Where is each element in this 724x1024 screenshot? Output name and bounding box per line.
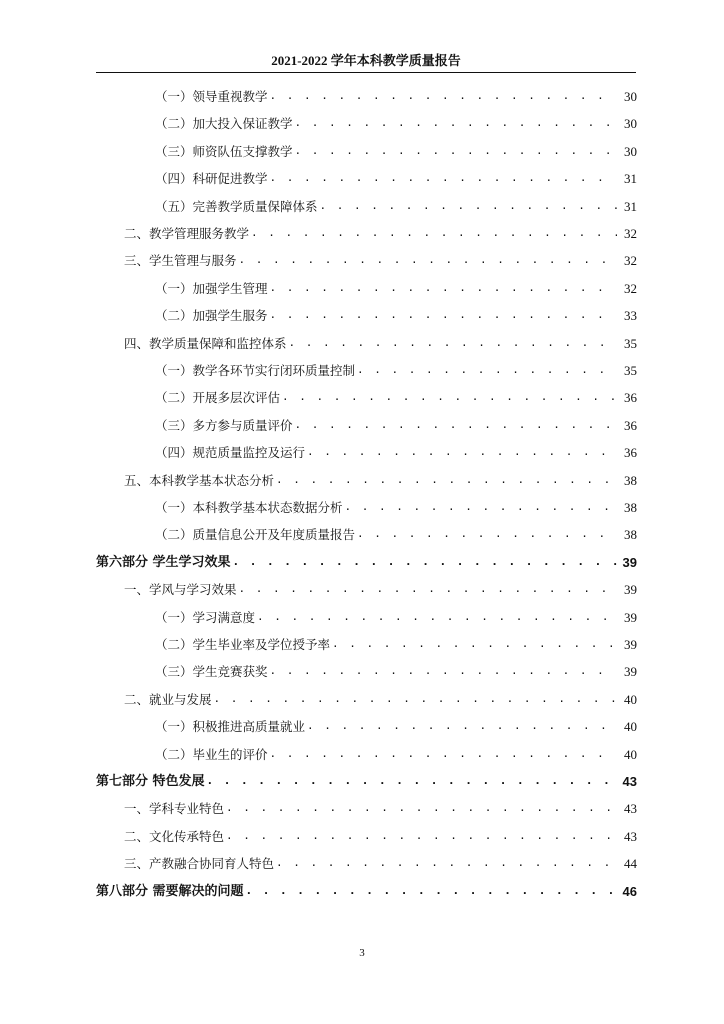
toc-entry[interactable] (96, 882, 637, 902)
toc-entry-page: 40 (624, 691, 637, 707)
toc-entry[interactable] (124, 334, 637, 354)
toc-entry-title: （二）毕业生的评价 (155, 746, 268, 762)
toc-dot-leader (270, 746, 617, 762)
toc-entry[interactable] (155, 114, 637, 134)
toc-entry-page: 30 (624, 143, 637, 159)
toc-entry[interactable] (124, 690, 637, 710)
toc-entry-title: 第八部分 需要解决的问题 (96, 883, 244, 899)
toc-entry-title: （三）多方参与质量评价 (155, 417, 293, 433)
toc-entry-title: 二、教学管理服务教学 (124, 226, 250, 241)
toc-entry-title: （一）本科教学基本状态数据分析 (155, 500, 343, 515)
toc-entry-title: 四、教学质量保障和监控体系 (124, 335, 287, 351)
toc-dot-leader (233, 554, 617, 570)
toc-dot-leader (270, 170, 617, 186)
toc-dot-leader (295, 143, 617, 159)
toc-entry-title: （二）加大投入保证教学 (155, 116, 293, 132)
toc-entry-title: （四）科研促进教学 (155, 171, 268, 187)
toc-dot-leader (270, 307, 617, 323)
toc-entry-title: （三）学生竞赛获奖 (155, 664, 268, 680)
toc-entry-page: 40 (624, 719, 637, 735)
toc-entry[interactable] (155, 87, 637, 107)
toc-entry-page: 44 (624, 856, 637, 872)
toc-entry-page: 43 (624, 828, 637, 844)
toc-dot-leader (332, 636, 617, 652)
toc-entry[interactable] (124, 224, 637, 244)
toc-entry-title: （一）教学各环节实行闭环质量控制 (155, 363, 356, 378)
toc-entry[interactable] (124, 580, 637, 600)
toc-dot-leader (207, 773, 617, 789)
toc-entry-title: 一、学风与学习效果 (124, 582, 237, 598)
toc-entry-page: 43 (624, 801, 637, 817)
toc-entry[interactable] (155, 745, 637, 765)
toc-entry[interactable] (155, 525, 637, 545)
toc-dot-leader (270, 280, 617, 296)
toc-entry[interactable] (124, 251, 637, 271)
toc-dot-leader (276, 855, 617, 871)
toc-entry[interactable] (155, 197, 637, 217)
toc-dot-leader (307, 444, 617, 460)
toc-entry-title: （二）质量信息公开及年度质量报告 (155, 527, 356, 543)
toc-entry[interactable] (155, 388, 637, 408)
toc-entry[interactable] (155, 635, 637, 655)
toc-entry-title: （一）学习满意度 (155, 609, 256, 625)
toc-entry-title: （一）积极推进高质量就业 (155, 719, 306, 735)
toc-dot-leader (239, 252, 617, 268)
toc-entry[interactable] (155, 662, 637, 682)
toc-entry[interactable] (124, 471, 637, 491)
toc-dot-leader (282, 389, 617, 405)
toc-entry[interactable] (96, 772, 637, 792)
toc-entry-page: 30 (624, 116, 637, 132)
toc-entry-page: 31 (624, 171, 637, 187)
toc-dot-leader (276, 472, 617, 488)
toc-entry[interactable] (155, 443, 637, 463)
toc-entry-page: 36 (624, 445, 637, 461)
toc-dot-leader (295, 115, 617, 131)
toc-dot-leader (357, 362, 617, 378)
toc-entry-page: 39 (622, 554, 637, 570)
toc-entry-page: 35 (624, 363, 637, 378)
toc-entry-page: 32 (624, 226, 637, 241)
toc-entry[interactable] (155, 306, 637, 326)
toc-entry-page: 40 (624, 746, 637, 762)
toc-entry[interactable] (155, 498, 637, 518)
page-number: 3 (359, 947, 365, 959)
toc-entry-title: 三、产教融合协同育人特色 (124, 856, 275, 872)
toc-entry-page: 35 (624, 335, 637, 351)
toc-entry[interactable] (155, 361, 637, 381)
toc-entry[interactable] (155, 169, 637, 189)
toc-entry[interactable] (155, 717, 637, 737)
toc-entry-title: （五）完善教学质量保障体系 (155, 198, 318, 214)
toc-entry-title: 五、本科教学基本状态分析 (124, 472, 275, 488)
toc-entry-title: 二、文化传承特色 (124, 828, 225, 844)
toc-entry-title: （二）开展多层次评估 (155, 390, 281, 406)
toc-entry[interactable] (124, 799, 637, 819)
toc-dot-leader (307, 718, 617, 734)
toc-entry[interactable] (124, 827, 637, 847)
toc-dot-leader (270, 663, 617, 679)
toc-entry-title: 三、学生管理与服务 (124, 253, 237, 269)
toc-entry[interactable] (96, 553, 637, 573)
toc-entry-page: 32 (624, 253, 637, 269)
toc-dot-leader (270, 88, 617, 104)
toc-entry-title: （一）加强学生管理 (155, 280, 268, 296)
toc-entry-title: （二）学生毕业率及学位授予率 (155, 637, 331, 652)
toc-entry-title: 二、就业与发展 (124, 691, 212, 707)
toc-entry-page: 32 (624, 280, 637, 296)
toc-entry-title: 第七部分 特色发展 (96, 774, 205, 789)
toc-entry-page: 39 (624, 582, 637, 598)
toc-dot-leader (226, 800, 617, 816)
toc-entry-page: 38 (624, 527, 637, 543)
toc-entry[interactable] (124, 854, 637, 874)
toc-entry-page: 38 (624, 472, 637, 488)
toc-entry-page: 30 (624, 89, 637, 104)
toc-entry-page: 46 (622, 883, 637, 899)
toc-entry-title: （一）领导重视教学 (155, 89, 268, 104)
toc-entry-page: 39 (624, 664, 637, 680)
toc-entry[interactable] (155, 142, 637, 162)
toc-entry-page: 36 (624, 390, 637, 406)
toc-dot-leader (320, 198, 617, 214)
toc-entry-title: 第六部分 学生学习效果 (96, 554, 231, 570)
running-header: 2021-2022 学年本科教学质量报告 (96, 50, 636, 73)
toc-entry-page: 36 (624, 417, 637, 433)
toc-dot-leader (357, 526, 617, 542)
toc-entry-title: （四）规范质量监控及运行 (155, 445, 306, 461)
toc-entry-title: （二）加强学生服务 (155, 308, 268, 324)
toc-entry[interactable] (155, 608, 637, 628)
toc-dot-leader (289, 335, 617, 351)
toc-entry-title: 一、学科专业特色 (124, 801, 225, 817)
toc-entry-title: （三）师资队伍支撑教学 (155, 143, 293, 159)
toc-entry-page: 33 (624, 308, 637, 324)
toc-dot-leader (345, 499, 617, 515)
toc-entry-page: 38 (624, 500, 637, 515)
toc-entry-page: 43 (622, 774, 637, 789)
toc-dot-leader (251, 225, 617, 241)
toc-entry-page: 31 (624, 198, 637, 214)
toc-entry-page: 39 (624, 609, 637, 625)
toc-dot-leader (226, 828, 617, 844)
toc-dot-leader (214, 691, 617, 707)
toc-dot-leader (246, 883, 617, 899)
toc-entry[interactable] (155, 279, 637, 299)
toc-entry[interactable] (155, 416, 637, 436)
toc-dot-leader (239, 581, 617, 597)
toc-dot-leader (295, 417, 617, 433)
toc-dot-leader (257, 609, 617, 625)
toc-entry-page: 39 (624, 637, 637, 652)
